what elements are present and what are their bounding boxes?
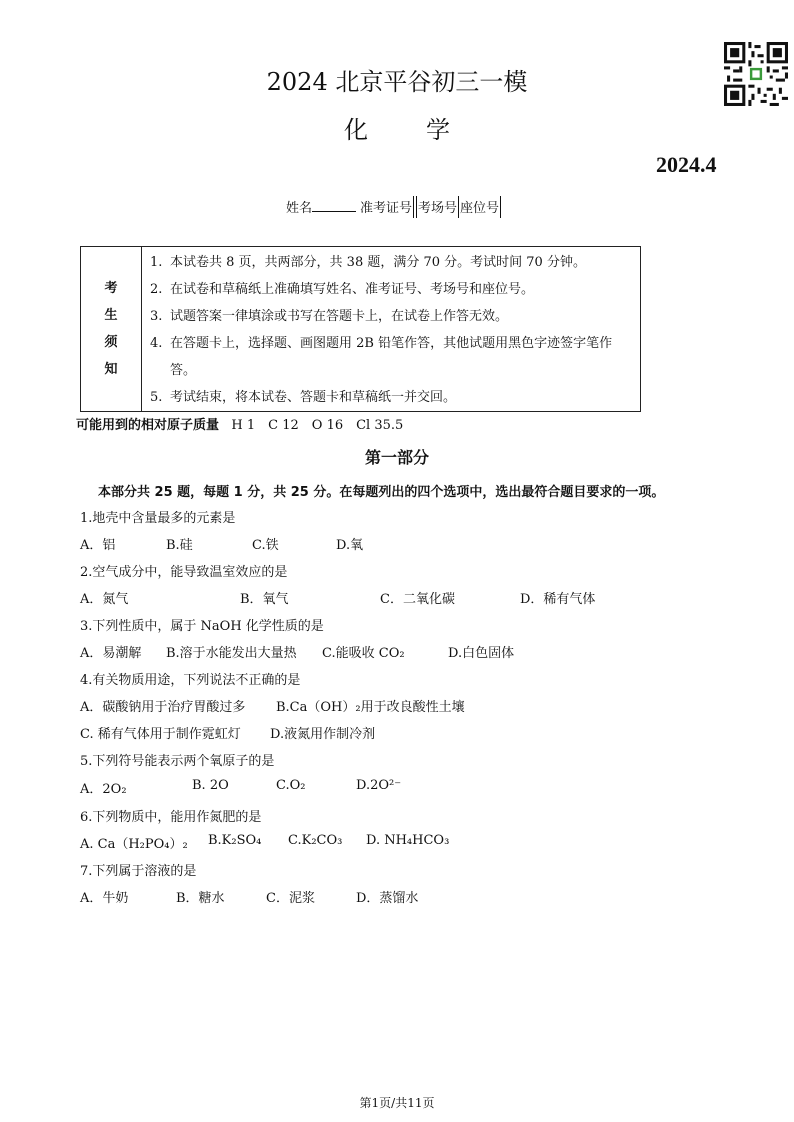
subject-title <box>0 110 794 145</box>
notice-item: 4. 在答题卡上，选择题、画图题用 2B 铅笔作答，其他试题用黑色字迹签字笔作答。 <box>150 336 613 378</box>
option-b: B.溶于水能发出大量热 <box>166 646 297 661</box>
notice-item: 2. 在试卷和草稿纸上准确填写姓名、准考证号、考场号和座位号。 <box>150 282 535 297</box>
question-stem: 3.下列性质中，属于 NaOH 化学性质的是 <box>80 619 324 634</box>
atomic-masses <box>76 414 403 433</box>
option-a: A. Ca（H₂PO₄）₂ <box>80 837 188 852</box>
notice-label: 考 生 须 知 <box>81 247 142 412</box>
option-c: C.K₂CO₃ <box>288 833 343 848</box>
subject-char: 学 <box>426 116 450 144</box>
candidate-info-line <box>286 196 502 218</box>
notice-item: 1. 本试卷共 8 页，共两部分，共 38 题，满分 70 分。考试时间 70 分钟。 <box>150 255 586 270</box>
name-blank <box>312 199 356 212</box>
subject-char: 化 <box>344 116 368 144</box>
option-d: D.白色固体 <box>448 646 515 661</box>
option-d: D. NH₄HCO₃ <box>366 833 450 848</box>
option-d: D.氧 <box>336 538 364 553</box>
option-a: A．氮气 <box>80 592 129 607</box>
question-stem: 5.下列符号能表示两个氧原子的是 <box>80 754 275 769</box>
option-c: C.O₂ <box>276 778 306 793</box>
option-b: B.硅 <box>166 538 193 553</box>
question-stem: 1.地壳中含量最多的元素是 <box>80 511 236 526</box>
exam-number-label: 准考证号 <box>360 201 413 216</box>
question-stem: 4.有关物质用途，下列说法不正确的是 <box>80 673 301 688</box>
option-a: A．铝 <box>80 538 116 553</box>
atomic-masses-values: H 1 C 12 O 16 Cl 35.5 <box>231 418 404 433</box>
option-c: C.能吸收 CO₂ <box>322 646 405 661</box>
option-b: B.Ca（OH）₂用于改良酸性土壤 <box>276 700 465 715</box>
option-c: C. 稀有气体用于制作霓虹灯 <box>80 727 241 742</box>
option-d: D．蒸馏水 <box>356 891 419 906</box>
seat-number-label: 座位号 <box>460 201 500 216</box>
notice-items <box>142 247 641 412</box>
option-a: A．易潮解 <box>80 646 142 661</box>
option-b: B．氧气 <box>240 592 289 607</box>
exam-title: 2024 北京平谷初三一模 <box>266 68 528 96</box>
option-a: A．2O₂ <box>80 782 127 797</box>
option-d: D.液氮用作制冷剂 <box>270 727 376 742</box>
room-number-label: 考场号 <box>418 201 458 216</box>
name-label: 姓名 <box>286 201 313 216</box>
option-a: A．碳酸钠用于治疗胃酸过多 <box>80 700 246 715</box>
option-c: C.铁 <box>252 538 279 553</box>
option-d: D．稀有气体 <box>520 592 596 607</box>
option-a: A．牛奶 <box>80 891 129 906</box>
notice-item: 5. 考试结束，将本试卷、答题卡和草稿纸一并交回。 <box>150 390 457 405</box>
option-d: D.2O²⁻ <box>356 778 402 793</box>
atomic-masses-label: 可能用到的相对原子质量 <box>76 418 220 433</box>
option-b: B.K₂SO₄ <box>208 833 262 848</box>
option-b: B. 2O <box>192 778 229 793</box>
candidate-notice-table <box>80 246 641 412</box>
question-stem: 2.空气成分中，能导致温室效应的是 <box>80 565 288 580</box>
exam-date: 2024.4 <box>656 152 717 177</box>
part-intro: 本部分共 25 题，每题 1 分，共 25 分。在每题列出的四个选项中，选出最符合题目要求的一项。 <box>98 485 665 500</box>
option-b: B．糖水 <box>176 891 225 906</box>
option-c: C．泥浆 <box>266 891 315 906</box>
question-stem: 7.下列属于溶液的是 <box>80 864 197 879</box>
page-footer: 第1页/共11页 <box>359 1096 435 1110</box>
option-c: C．二氧化碳 <box>380 592 455 607</box>
part-title: 第一部分 <box>364 448 429 467</box>
question-stem: 6.下列物质中，能用作氮肥的是 <box>80 810 262 825</box>
notice-item: 3. 试题答案一律填涂或书写在答题卡上，在试卷上作答无效。 <box>150 309 509 324</box>
